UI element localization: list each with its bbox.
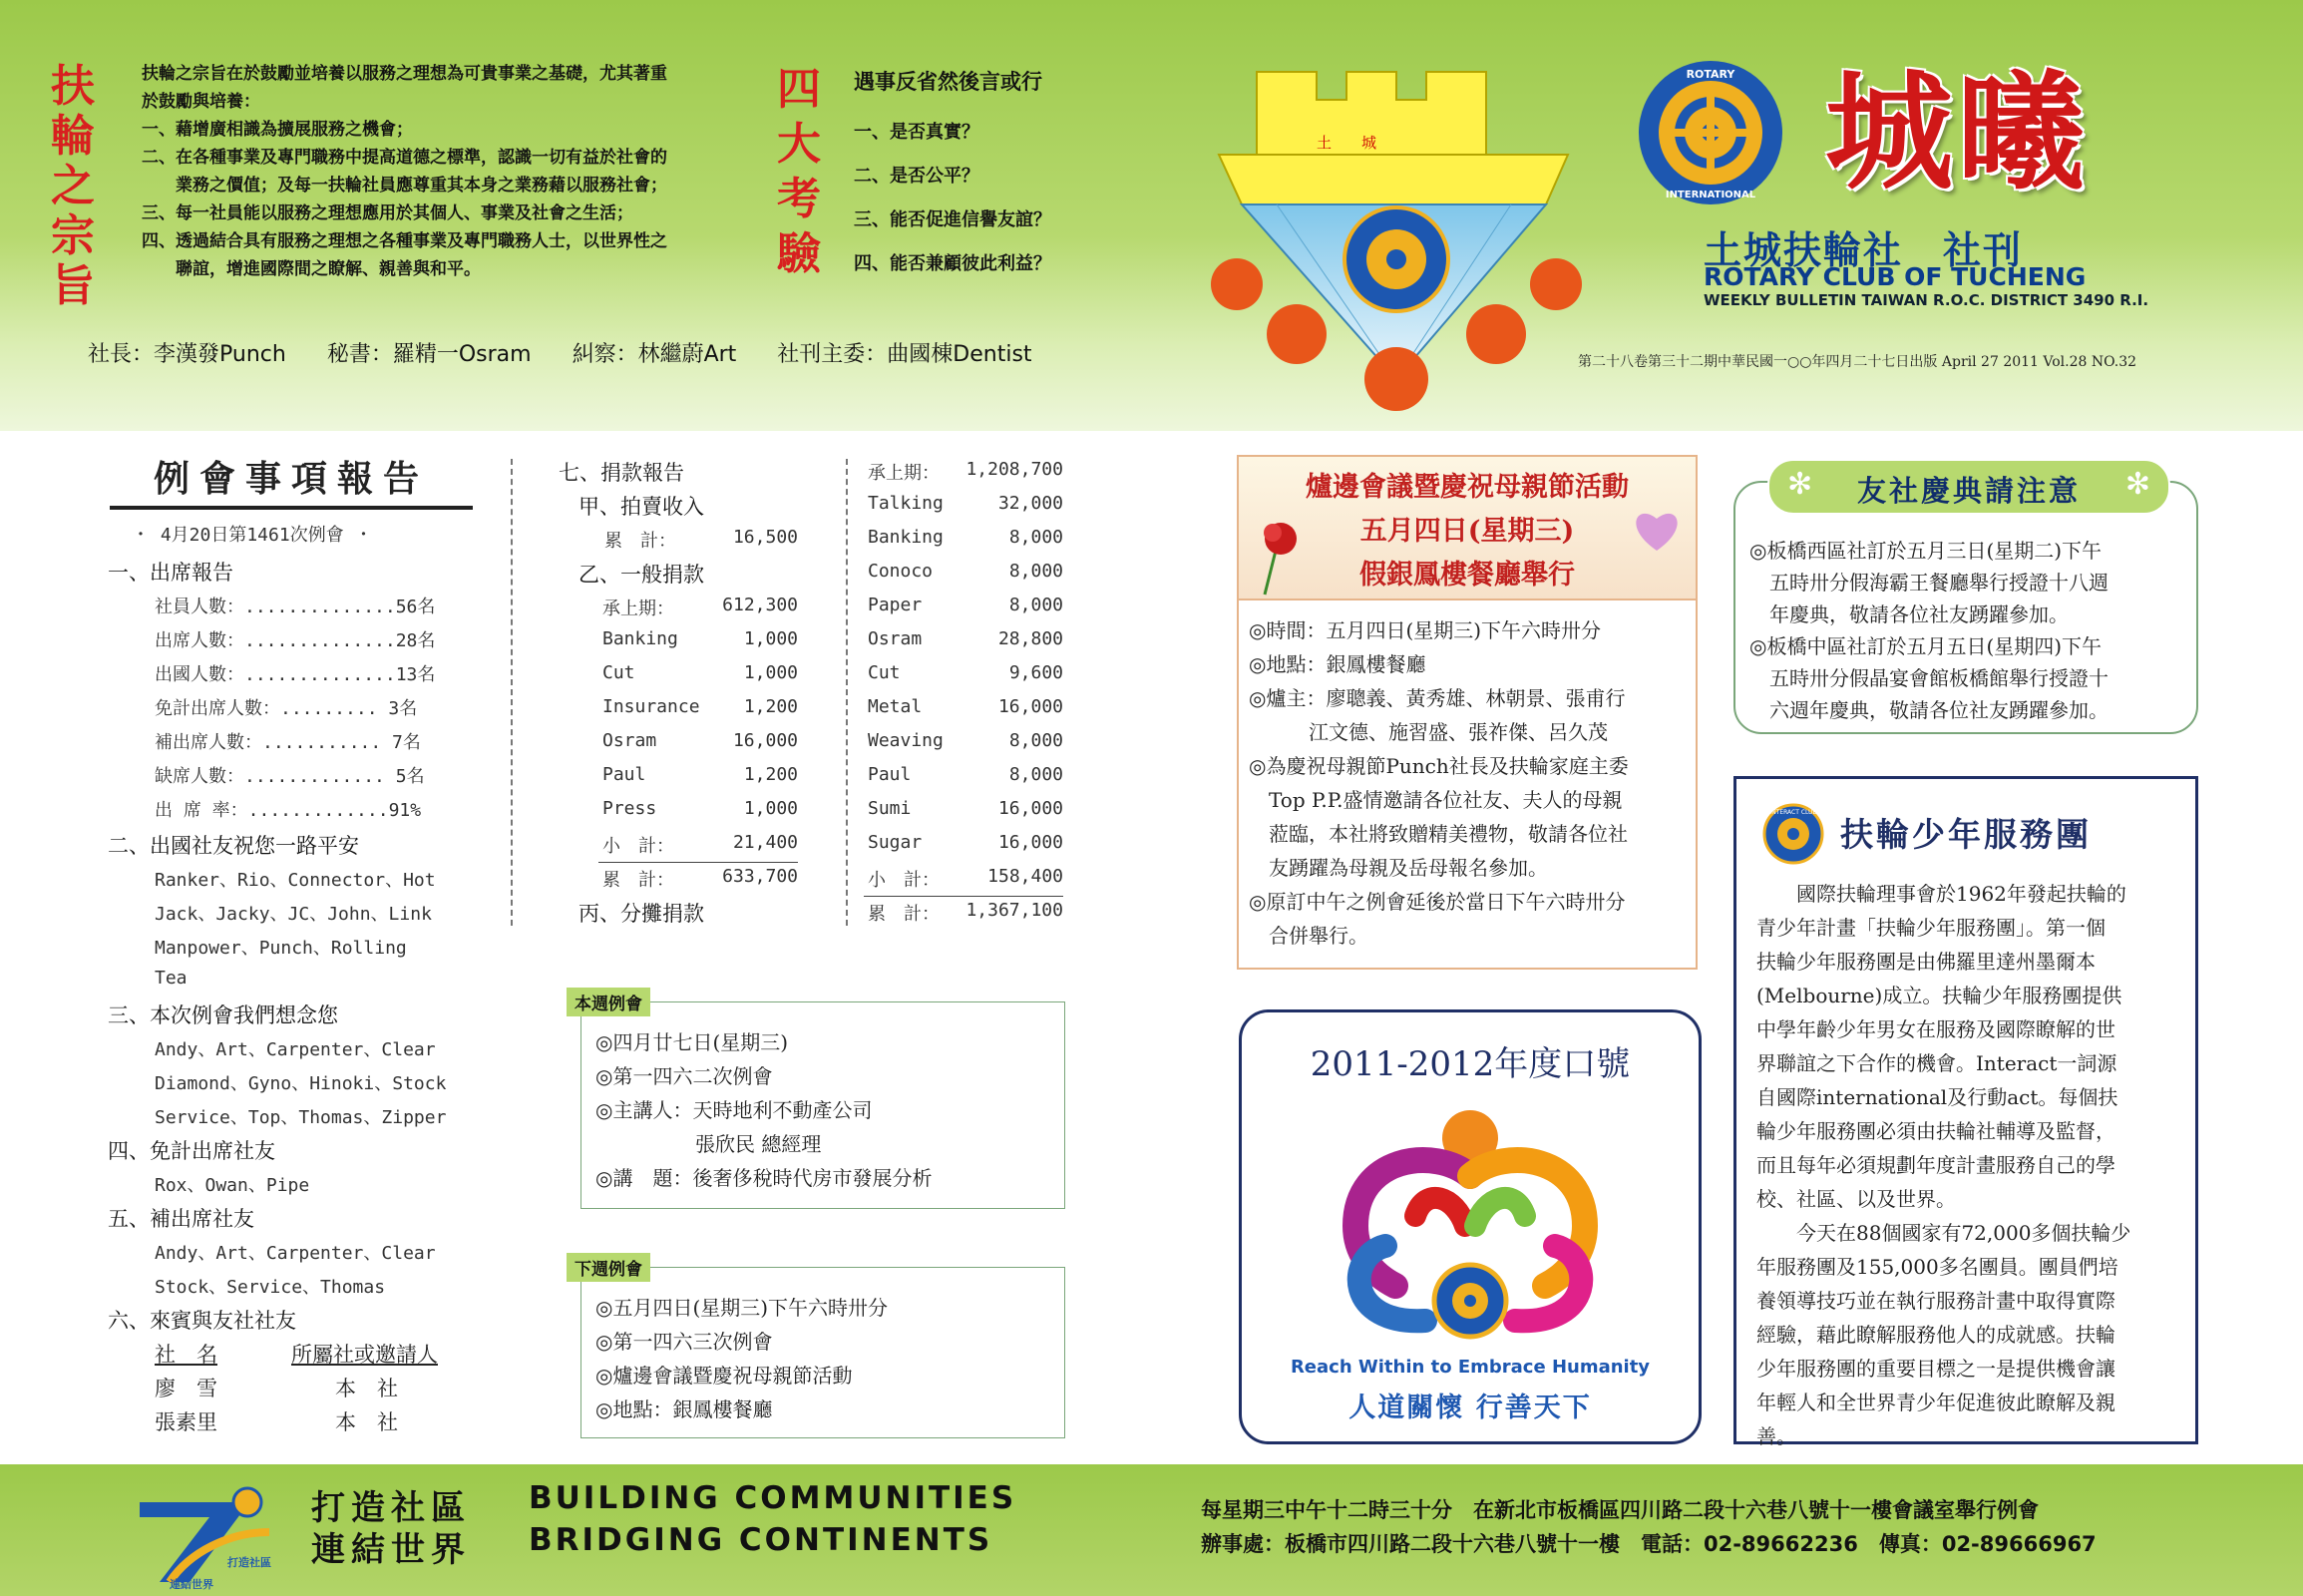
mission-item: 四、透過結合具有服務之理想之各種事業及專門職務人士，以世界性之: [142, 231, 667, 251]
mothers-day-line: ◎爐主：廖聰義、黃秀雄、林朝景、張甫行: [1249, 686, 1626, 710]
makeup-names: Stock、Service、Thomas: [155, 1277, 386, 1298]
guest-col-host: 所屬社或邀請人: [291, 1343, 438, 1367]
slogan-title: 2011-2012年度口號: [1310, 1044, 1631, 1084]
mission-title: 扶輪之宗旨: [51, 61, 95, 311]
mothers-day-line: ◎為慶祝母親節Punch社長及扶輪家庭主委: [1249, 754, 1629, 778]
community-logo-icon: [130, 1472, 279, 1592]
mothers-day-box: [1237, 455, 1698, 970]
officer-secretary: 秘書：羅精一Osram: [326, 342, 532, 367]
interact-box: [1733, 776, 2198, 1448]
next-week-line: ◎爐邊會議暨慶祝母親節活動: [595, 1364, 853, 1388]
c-total-value: 1,367,100: [965, 900, 1063, 921]
mothers-day-banner-1: 爐邊會議暨慶祝母親節活動: [1306, 472, 1629, 503]
four-way-test: [854, 66, 1113, 285]
abroad-names: Ranker、Rio、Connector、Hot: [155, 870, 436, 891]
this-week-line: ◎主講人：天時地利不動產公司: [595, 1098, 873, 1122]
this-week-tag: 本週例會: [567, 988, 650, 1016]
sister-club-line: ◎板橋中區社訂於五月五日(星期四)下午: [1749, 634, 2103, 658]
subtitle-cn: 土城扶輪社 社刊: [1704, 228, 2024, 272]
abroad-names: Tea: [155, 968, 188, 989]
section-exempt: 四、免計出席社友: [108, 1139, 275, 1163]
logo-caption-1: 打造社區: [227, 1556, 271, 1569]
sister-club-line: 五時卅分假海霸王餐廳舉行授證十八週: [1749, 571, 2109, 595]
sister-club-line: 六週年慶典，敬請各位社友踴躍參加。: [1749, 698, 2109, 722]
four-way-title: 四大考驗: [777, 64, 821, 279]
section-makeup: 五、補出席社友: [108, 1207, 254, 1231]
absent-names: Andy、Art、Carpenter、Clear: [155, 1039, 436, 1060]
mothers-day-line: 合併舉行。: [1249, 924, 1368, 948]
section-miss-you: 三、本次例會我們想念您: [108, 1003, 338, 1027]
mothers-day-line: 友踴躍為母親及岳母報名參加。: [1249, 856, 1548, 880]
officer-president: 社長：李漢發Punch: [88, 342, 286, 367]
four-way-item: 一、是否真實？: [854, 122, 979, 143]
masthead-title: 城曦: [1825, 58, 2090, 207]
section-attendance: 一、出席報告: [108, 561, 233, 585]
this-week-line: ◎第一四六二次例會: [595, 1064, 773, 1088]
rotary-logo-icon: [1636, 58, 1785, 207]
slogan-english: Reach Within to Embrace Humanity: [1290, 1357, 1651, 1378]
donation-a-total-value: 16,500: [732, 527, 798, 548]
b-subtotal-row: [598, 832, 798, 863]
four-way-item: 三、能否促進信譽友誼？: [854, 209, 1051, 230]
next-week-tag: 下週例會: [567, 1253, 650, 1282]
castle-base: [1219, 155, 1568, 204]
subtitle-district: WEEKLY BULLETIN TAIWAN R.O.C. DISTRICT 3490 R.I.: [1704, 291, 2149, 309]
sister-club-title-pill: [1767, 459, 2170, 515]
castle-label: 土 城: [1317, 134, 1377, 152]
next-week-box: [580, 1267, 1065, 1438]
report-subtitle: ・ 4月20日第1461次例會 ・: [132, 525, 373, 546]
castle-emblem: [1197, 60, 1596, 419]
exempt-names: Rox、Owan、Pipe: [155, 1175, 310, 1196]
interact-title: 扶輪少年服務團: [1840, 815, 2092, 854]
footer-office-info: 辦事處：板橋市四川路二段十六巷八號十一樓 電話：02-89662236 傳真：02-89666967: [1201, 1532, 2097, 1556]
abroad-names: Jack、Jacky、JC、John、Link: [155, 904, 432, 925]
footer-cn-2: 連結世界: [311, 1530, 471, 1570]
sister-club-box: [1733, 481, 2198, 734]
officer-editor: 社刊主委：曲國棟Dentist: [777, 342, 1032, 367]
mothers-day-line: ◎地點：銀鳳樓餐廳: [1249, 652, 1426, 676]
guest-name: 張素里: [155, 1410, 217, 1434]
column-divider: [511, 459, 513, 926]
interact-logo-text: INTERACT CLUB: [1769, 809, 1817, 816]
header-band: [0, 0, 2303, 431]
mission-item: 二、在各種事業及專門職務中提高道德之標準，認識一切有益於社會的: [142, 148, 667, 168]
asterisk-icon: ✻: [1787, 467, 1813, 502]
mission-text: [142, 60, 667, 283]
mothers-day-banner-2: 五月四日(星期三): [1359, 516, 1575, 547]
column-divider: [846, 459, 848, 926]
sister-club-line: 五時卅分假晶宴會館板橋館舉行授證十: [1749, 666, 2109, 690]
next-week-line: ◎地點：銀鳳樓餐廳: [595, 1397, 773, 1421]
b-total-label: 累 計：: [602, 870, 674, 891]
sister-club-title: 友社慶典請注意: [1856, 474, 2081, 508]
section-guests: 六、來賓與友社社友: [108, 1309, 296, 1333]
section-abroad: 二、出國社友祝您一路平安: [108, 834, 359, 858]
logo-bottom-text: INTERNATIONAL: [1665, 190, 1756, 200]
next-week-line: ◎第一四六三次例會: [595, 1330, 773, 1354]
donation-a-title: 甲、拍賣收入: [578, 495, 704, 519]
makeup-names: Andy、Art、Carpenter、Clear: [155, 1243, 436, 1264]
four-way-item: 四、能否兼顧彼此利益？: [854, 253, 1051, 274]
ball-br: [1466, 304, 1526, 364]
interact-logo-icon: [1762, 803, 1824, 865]
four-way-intro: 遇事反省然後言或行: [854, 70, 1042, 94]
c-subtotal-label: 小 計：: [868, 870, 940, 891]
mothers-day-line: 江文德、施習盛、張祚傑、呂久茂: [1249, 720, 1608, 744]
b-subtotal-label: 小 計：: [602, 836, 674, 857]
mothers-day-line: ◎時間：五月四日(星期三)下午六時卅分: [1249, 618, 1602, 642]
c-subtotal-value: 158,400: [987, 866, 1063, 887]
donation-c-title: 丙、分攤捐款: [578, 902, 704, 926]
donation-b-title: 乙、一般捐款: [578, 563, 704, 587]
asterisk-icon: ✻: [2124, 467, 2150, 502]
donation-a-total-label: 累 計：: [604, 531, 676, 552]
sister-club-line: ◎板橋西區社訂於五月三日(星期二)下午: [1749, 539, 2103, 563]
ball-right: [1530, 258, 1582, 310]
slogan-chinese: 人道關懷 行善天下: [1348, 1393, 1592, 1423]
subtitle-en: ROTARY CLUB OF TUCHENG: [1704, 262, 2087, 291]
officer-sergeant: 糾察：林繼蔚Art: [572, 342, 737, 367]
four-way-item: 二、是否公平？: [854, 166, 979, 187]
mothers-day-line: 蒞臨，本社將致贈精美禮物，敬請各位社: [1249, 822, 1628, 846]
this-week-line: ◎四月廿七日(星期三): [595, 1030, 789, 1054]
b-total-value: 633,700: [722, 866, 798, 887]
sister-club-line: 年慶典，敬請各位社友踴躍參加。: [1749, 602, 2069, 626]
ball-bottom: [1364, 347, 1428, 411]
absent-names: Service、Top、Thomas、Zipper: [155, 1107, 447, 1128]
officers: [88, 337, 1066, 368]
mission-intro-1: 扶輪之宗旨在於鼓勵並培養以服務之理想為可貴事業之基礎，尤其著重: [142, 64, 667, 84]
c-subtotal-row: [864, 866, 1063, 897]
c-total-label: 累 計：: [868, 904, 940, 925]
reach-within-logo-icon: [1316, 1106, 1625, 1356]
mothers-day-line: ◎原訂中午之例會延後於當日下午六時卅分: [1249, 890, 1626, 914]
absent-names: Diamond、Gyno、Hinoki、Stock: [155, 1073, 447, 1094]
mission-item: 一、藉增廣相識為擴展服務之機會；: [142, 120, 413, 140]
ball-bl: [1267, 304, 1327, 364]
interact-paragraph: 國際扶輪理事會於1962年發起扶輪的 青少年計畫「扶輪少年服務團」。第一個 扶輪少年服務團是由佛羅里達州墨爾本 (Melbourne)成立。扶輪少年服務團提供 中學年齡少年男女在服務及國際瞭解的世 界聯誼之下合作的機會。Interact一詞源 自國際international及行動act。每個扶 輪少年服務團必須由扶輪社輔導及監督， 而且每年必須規劃年度計畫服務自己的學 校、社區、以及世界。 今天在88個國家有72,000多個扶輪少 年服務團及155,000多名團員。團員們培 養領導技巧並在執行服務計畫中取得實際 經驗，藉此瞭解服務他人的成就感。扶輪 少年服務團的重要目標之一是提供機會讓 年輕人和全世界青少年促進彼此瞭解及親 善。: [1756, 882, 2131, 1448]
issue-line: 第二十八卷第三十二期中華民國一○○年四月二十七日出版 April 27 2011 Vol.28 NO.32: [1578, 354, 2137, 370]
this-week-line: 張欣民 總經理: [595, 1132, 822, 1156]
mothers-day-banner: [1239, 457, 1696, 600]
mission-item: 三、每一社員能以服務之理想應用於其個人、事業及社會之生活；: [142, 203, 633, 223]
slogan-box: [1239, 1009, 1702, 1444]
footer-band: [0, 1464, 2303, 1596]
logo-top-text: ROTARY: [1686, 68, 1735, 81]
footer-en-2: BRIDGING CONTINENTS: [529, 1522, 993, 1558]
logo-caption-2: 連結世界: [170, 1578, 213, 1591]
ball-left: [1211, 258, 1263, 310]
report-title: 例會事項報告: [110, 451, 473, 510]
footer-meeting-info: 每星期三中午十二時三十分 在新北市板橋區四川路二段十六巷八號十一樓會議室舉行例會: [1201, 1498, 2039, 1522]
b-subtotal-value: 21,400: [732, 832, 798, 853]
mothers-day-banner-3: 假銀鳳樓餐廳舉行: [1359, 560, 1575, 591]
abroad-names: Manpower、Punch、Rolling: [155, 938, 407, 959]
this-week-box: [580, 1001, 1065, 1209]
footer-cn-1: 打造社區: [311, 1488, 471, 1528]
guest-host: 本 社: [335, 1377, 398, 1400]
mission-intro-2: 於鼓勵與培養：: [142, 92, 260, 112]
guest-host: 本 社: [335, 1410, 398, 1434]
next-week-line: ◎五月四日(星期三)下午六時卅分: [595, 1296, 889, 1320]
mission-item: 業務之價值；及每一扶輪社員應尊重其本身之業務藉以服務社會；: [142, 176, 667, 196]
donation-title: 七、捐款報告: [559, 461, 684, 485]
mission-item: 聯誼，增進國際間之瞭解、親善與和平。: [142, 259, 481, 279]
guest-col-name: 社 名: [155, 1343, 217, 1367]
footer-en-1: BUILDING COMMUNITIES: [529, 1480, 1017, 1516]
this-week-line: ◎講 題：後奢侈稅時代房市發展分析: [595, 1166, 933, 1190]
mothers-day-line: Top P.P.盛情邀請各位社友、夫人的母親: [1249, 788, 1623, 812]
guest-name: 廖 雪: [155, 1377, 217, 1400]
